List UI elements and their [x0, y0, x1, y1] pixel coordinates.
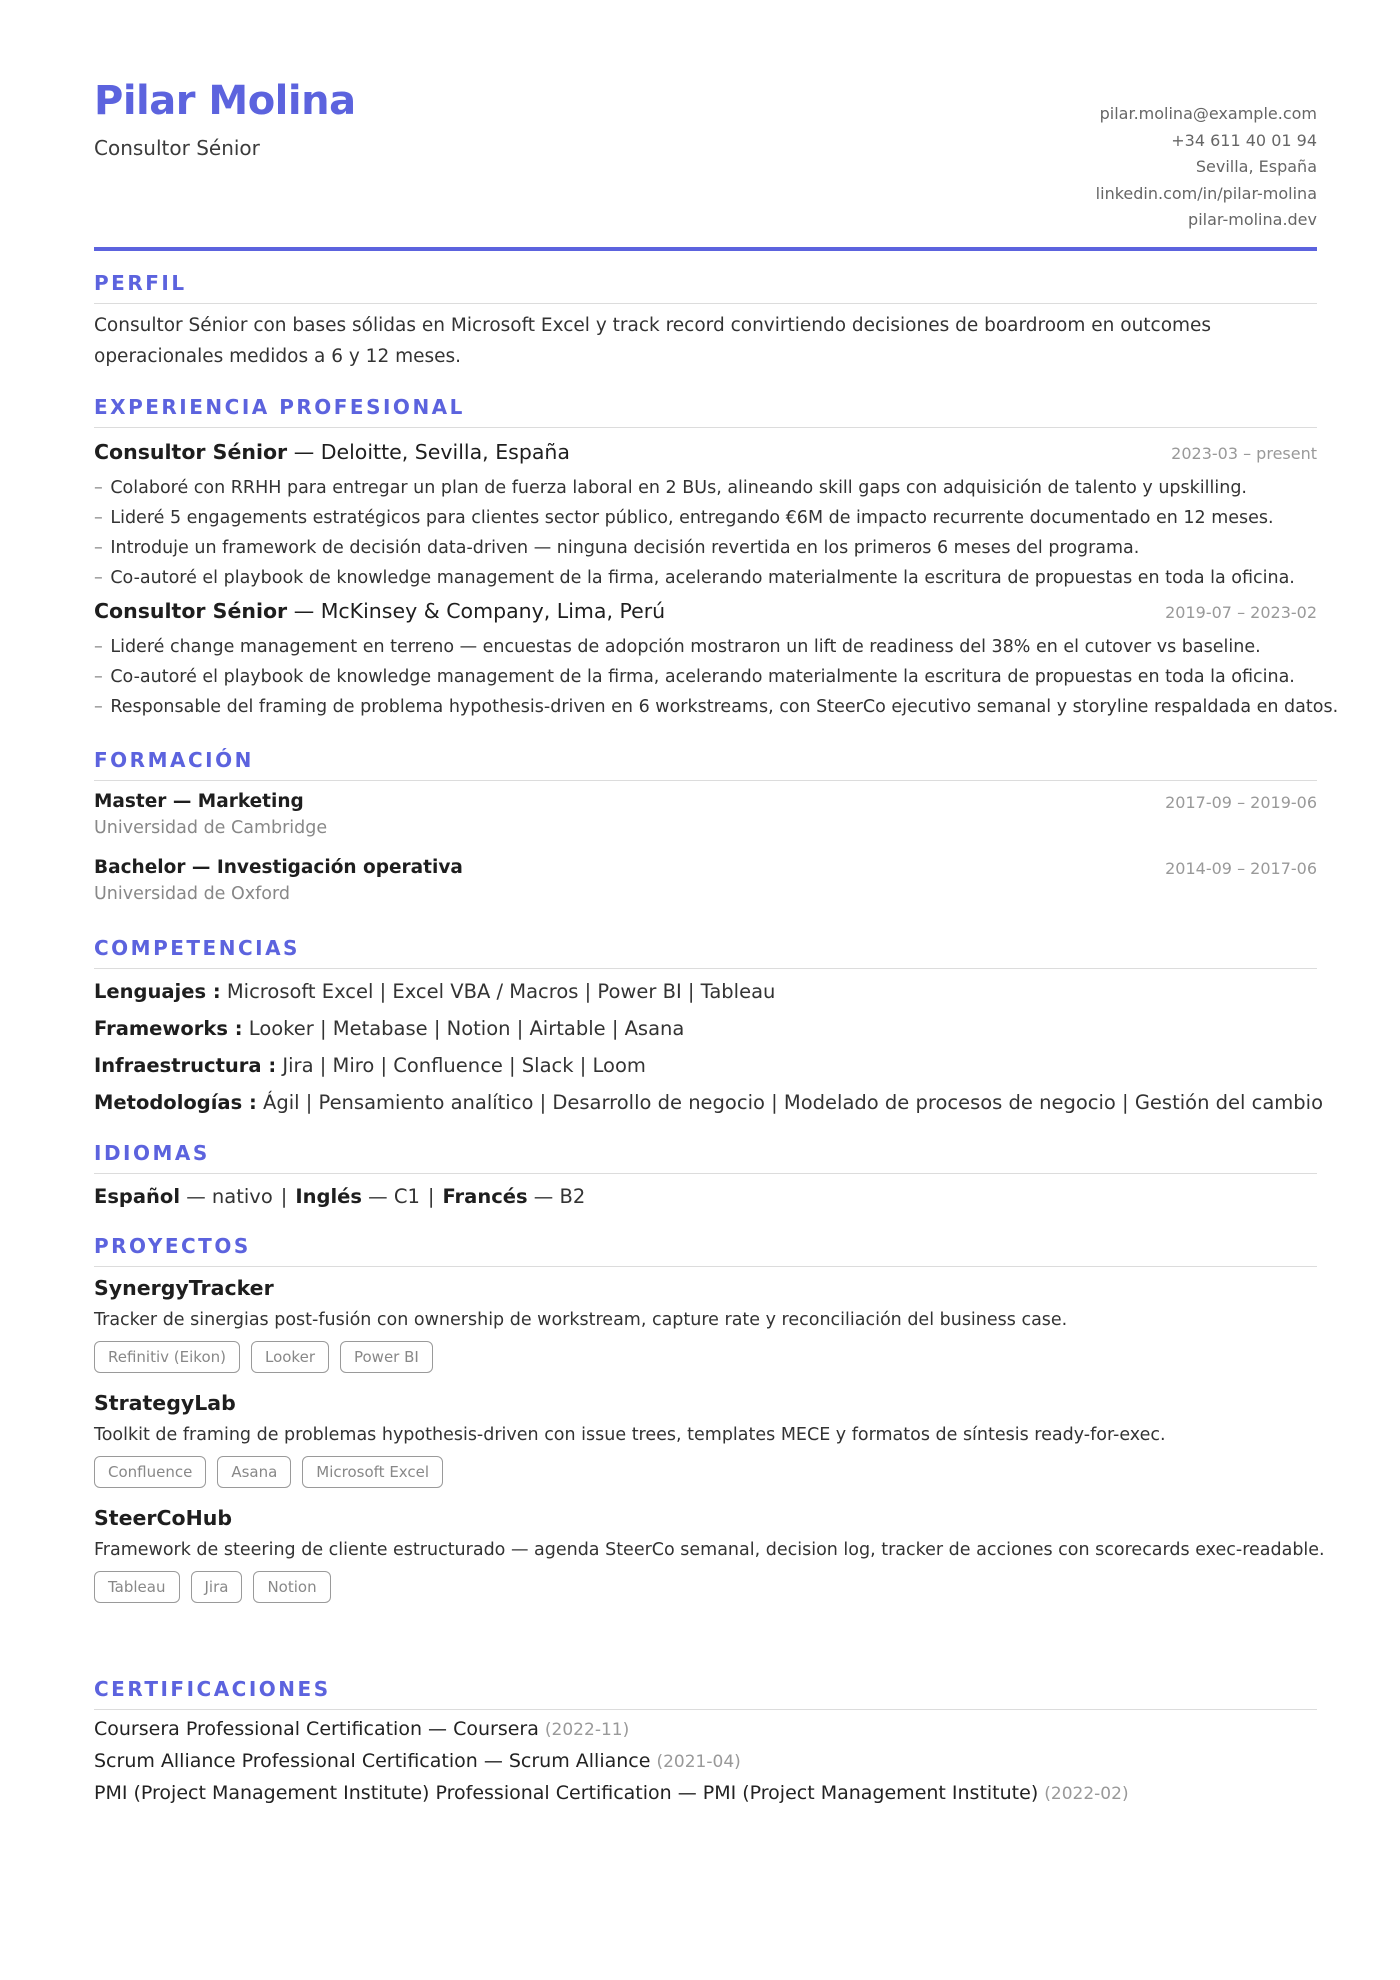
job-bullet: [94, 563, 1317, 593]
bullet-text: Introduje un framework de decisión data-driven — ninguna decisión revertida en los primeros 6 meses del programa.: [110, 538, 1140, 558]
job-bullet: [94, 662, 1317, 692]
certification-item: [94, 1778, 1317, 1810]
education-school: Universidad de Cambridge: [94, 818, 328, 838]
education-degree: Master — Marketing: [94, 791, 304, 812]
job-bullet: [94, 692, 1339, 722]
certification-date: (2021-04): [656, 1752, 741, 1772]
tech-tag: Refinitiv (Eikon): [94, 1341, 240, 1373]
section-title-profile: PERFIL: [94, 271, 1317, 304]
education-entry: [94, 857, 1317, 923]
job-company: — McKinsey & Company, Lima, Perú: [287, 599, 666, 623]
project-description: Tracker de sinergias post-fusión con ownership de workstream, capture rate y reconciliación del business case.: [94, 1310, 1068, 1330]
certifications-list: [94, 1714, 1317, 1810]
certification-text: PMI (Project Management Institute) Professional Certification — PMI (Project Management Institute): [94, 1782, 1039, 1804]
bullet-dash: –: [94, 538, 103, 558]
bullet-dash: –: [94, 478, 103, 498]
job-header: [94, 440, 1317, 470]
skill-value: Jira | Miro | Confluence | Slack | Loom: [276, 1054, 646, 1077]
job-company: — Deloitte, Sevilla, España: [287, 440, 570, 464]
project-description: Framework de steering de cliente estructurado — agenda SteerCo semanal, decision log, tracker de acciones con scorecards exec-readable.: [94, 1540, 1325, 1560]
language-name: Francés: [442, 1185, 528, 1208]
language-name: Español: [94, 1185, 181, 1208]
project-tags: [94, 1456, 1317, 1488]
language-level: — C1: [361, 1185, 420, 1208]
bullet-dash: –: [94, 667, 103, 687]
tech-tag: Power BI: [340, 1341, 433, 1373]
skill-row: [94, 973, 1317, 1010]
job-entry: [94, 599, 1339, 722]
languages-list: [94, 1182, 1317, 1212]
job-header: [94, 599, 1317, 629]
project-entry: [94, 1504, 1325, 1603]
certification-item: [94, 1714, 1317, 1746]
project-entry: [94, 1389, 1317, 1488]
education-entry: [94, 791, 1317, 857]
skills-list: [94, 973, 1324, 1121]
tech-tag: Notion: [253, 1571, 330, 1603]
tech-tag: Jira: [191, 1571, 243, 1603]
bullet-text: Responsable del framing de problema hypothesis-driven en 6 workstreams, con SteerCo ejecutivo semanal y storyline respaldada en datos.: [110, 697, 1339, 717]
skill-value: Ágil | Pensamiento analítico | Desarrollo de negocio | Modelado de procesos de negocio | Gestión del cambio: [256, 1091, 1324, 1114]
skill-label: Lenguajes :: [94, 980, 221, 1003]
resume-page: [94, 0, 1339, 1804]
contact-location: Sevilla, España: [1195, 157, 1317, 176]
tech-tag: Microsoft Excel: [302, 1456, 443, 1488]
section-title-projects: PROYECTOS: [94, 1234, 1317, 1267]
bullet-text: Lideré 5 engagements estratégicos para clientes sector público, entregando €6M de impacto recurrente documentado en 12 meses.: [110, 508, 1274, 528]
job-bullets: [94, 473, 1317, 593]
job-bullet: [94, 473, 1317, 503]
tech-tag: Tableau: [94, 1571, 180, 1603]
skill-label: Metodologías :: [94, 1091, 257, 1114]
education-section: [94, 748, 1317, 923]
job-bullet: [94, 503, 1317, 533]
section-title-languages: IDIOMAS: [94, 1141, 1317, 1174]
education-dates: 2014-09 – 2017-06: [1165, 859, 1317, 878]
candidate-role: Consultor Sénior: [94, 136, 260, 160]
contact-website[interactable]: pilar-molina.dev: [1188, 210, 1317, 229]
language-level: — nativo: [180, 1185, 273, 1208]
skill-value: Looker | Metabase | Notion | Airtable | Asana: [242, 1017, 685, 1040]
profile-text: Consultor Sénior con bases sólidas en Microsoft Excel y track record convirtiendo decisiones de boardroom en outcomes operacionales medidos a 6 y 12 meses.: [94, 315, 1212, 367]
candidate-name: Pilar Molina: [94, 78, 356, 124]
contact-linkedin[interactable]: linkedin.com/in/pilar-molina: [1095, 183, 1317, 203]
job-dates: 2019-07 – 2023-02: [1165, 603, 1317, 622]
job-role: Consultor Sénior: [94, 599, 288, 623]
project-name: SteerCoHub: [94, 1506, 233, 1530]
project-name: SynergyTracker: [94, 1276, 274, 1300]
project-tags: [94, 1341, 1317, 1373]
skill-value: Microsoft Excel | Excel VBA / Macros | Power BI | Tableau: [220, 980, 776, 1003]
contact-phone[interactable]: +34 611 40 01 94: [1171, 130, 1317, 150]
bullet-dash: –: [94, 568, 103, 588]
certification-item: [94, 1746, 1317, 1778]
job-title: [94, 440, 570, 464]
projects-section: [94, 1234, 1325, 1603]
tech-tag: Asana: [217, 1456, 291, 1488]
certifications-section: [94, 1677, 1317, 1810]
education-dates: 2017-09 – 2019-06: [1165, 793, 1317, 812]
bullet-text: Lideré change management en terreno — encuestas de adopción mostraron un lift de readiness del 38% en el cutover vs baseline.: [110, 637, 1261, 657]
job-dates: 2023-03 – present: [1171, 444, 1317, 463]
skill-row: [94, 1084, 1324, 1121]
certification-date: (2022-02): [1044, 1784, 1129, 1804]
section-title-experience: EXPERIENCIA PROFESIONAL: [94, 395, 1317, 428]
bullet-dash: –: [94, 508, 103, 528]
skill-row: [94, 1047, 1317, 1084]
experience-section: [94, 395, 1339, 722]
bullet-text: Colaboré con RRHH para entregar un plan de fuerza laboral en 2 BUs, alineando skill gaps con adquisición de talento y upskilling.: [110, 478, 1247, 498]
skills-section: [94, 936, 1324, 1121]
certification-text: Coursera Professional Certification — Coursera: [94, 1718, 539, 1740]
job-entry: [94, 440, 1317, 593]
section-title-skills: COMPETENCIAS: [94, 936, 1317, 969]
project-name: StrategyLab: [94, 1391, 236, 1415]
education-school: Universidad de Oxford: [94, 884, 290, 904]
tech-tag: Confluence: [94, 1456, 206, 1488]
contact-email[interactable]: pilar.molina@example.com: [1099, 104, 1317, 123]
language-separator: |: [280, 1185, 288, 1208]
bullet-text: Co-autoré el playbook de knowledge management de la firma, acelerando materialmente la escritura de propuestas en toda la oficina.: [110, 568, 1295, 588]
language-name: Inglés: [295, 1185, 362, 1208]
project-tags: [94, 1571, 1317, 1603]
bullet-text: Co-autoré el playbook de knowledge management de la firma, acelerando materialmente la escritura de propuestas en toda la oficina.: [110, 667, 1295, 687]
project-entry: [94, 1274, 1317, 1373]
job-bullets: [94, 632, 1339, 722]
certification-date: (2022-11): [544, 1720, 630, 1740]
skill-row: [94, 1010, 1317, 1047]
job-title: [94, 599, 665, 623]
profile-section: [94, 271, 1317, 372]
education-degree: Bachelor — Investigación operativa: [94, 857, 463, 878]
certification-text: Scrum Alliance Professional Certification — Scrum Alliance: [94, 1750, 651, 1772]
header-divider: [94, 247, 1317, 251]
job-bullet: [94, 632, 1317, 662]
job-bullet: [94, 533, 1317, 563]
section-title-education: FORMACIÓN: [94, 748, 1317, 781]
job-role: Consultor Sénior: [94, 440, 288, 464]
bullet-dash: –: [94, 637, 103, 657]
section-title-certifications: CERTIFICACIONES: [94, 1677, 1317, 1710]
tech-tag: Looker: [251, 1341, 329, 1373]
language-separator: |: [427, 1185, 435, 1208]
resume-header: [94, 0, 1317, 252]
contact-block: [1096, 101, 1317, 234]
project-description: Toolkit de framing de problemas hypothesis-driven con issue trees, templates MECE y formatos de síntesis ready-for-exec.: [94, 1425, 1166, 1445]
skill-label: Frameworks :: [94, 1017, 243, 1040]
languages-section: [94, 1141, 1317, 1212]
language-level: — B2: [527, 1185, 586, 1208]
bullet-dash: –: [94, 697, 103, 717]
skill-label: Infraestructura :: [94, 1054, 277, 1077]
